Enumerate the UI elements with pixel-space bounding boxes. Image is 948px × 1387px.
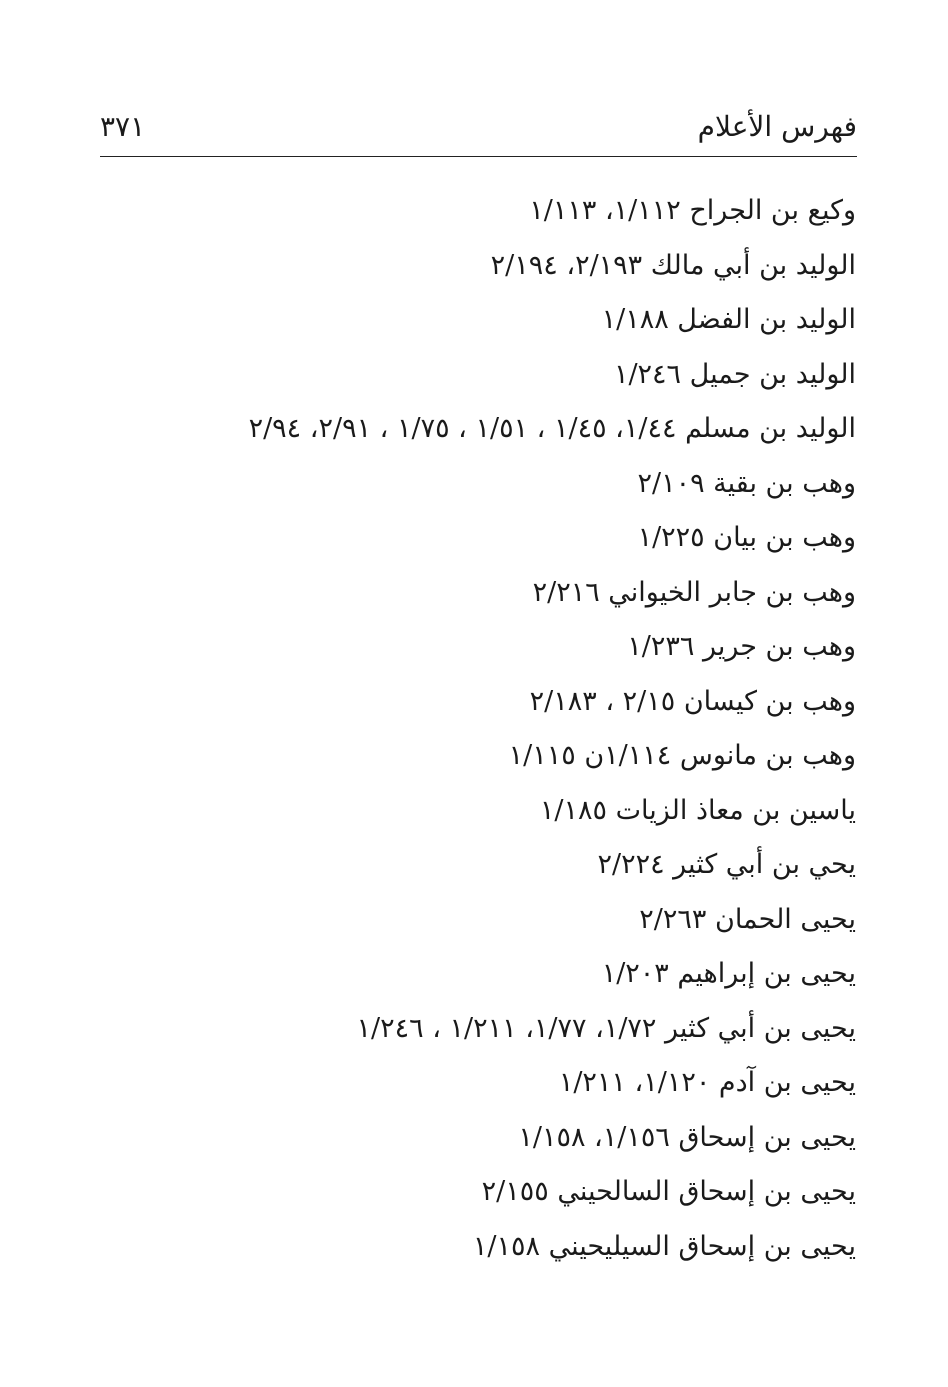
index-entry: يحيى بن أبي كثير ١/٧٢، ١/٧٧، ١/٢١١ ، ١/٢٤٦ xyxy=(356,1012,856,1044)
index-entries-list xyxy=(156,184,856,1274)
index-entry: ياسين بن معاذ الزيات ١/١٨٥ xyxy=(539,794,856,826)
index-entry: الوليد بن مسلم ١/٤٤، ١/٤٥ ، ١/٥١ ، ١/٧٥ ، ٢/٩١، ٢/٩٤ xyxy=(248,413,856,444)
index-entry: وكيع بن الجراح ١/١١٢، ١/١١٣ xyxy=(529,195,856,226)
index-entry: يحي بن أبي كثير ٢/٢٢٤ xyxy=(597,849,856,880)
index-entry: يحيى بن آدم ١/١٢٠، ١/٢١١ xyxy=(558,1067,856,1098)
index-entry: يحيى بن إبراهيم ١/٢٠٣ xyxy=(601,958,856,989)
index-entry: وهب بن بقية ٢/١٠٩ xyxy=(637,467,856,499)
index-entry: وهب بن جرير ١/٢٣٦ xyxy=(627,631,856,662)
index-entry: الوليد بن جميل ١/٢٤٦ xyxy=(613,358,856,390)
index-entry: يحيى بن إسحاق ١/١٥٦، ١/١٥٨ xyxy=(518,1121,856,1153)
index-entry: يحيى بن إسحاق السيليحيني ١/١٥٨ xyxy=(472,1230,856,1262)
page-title: فهرس الأعلام xyxy=(697,110,857,143)
index-entry: وهب بن كيسان ٢/١٥ ، ٢/١٨٣ xyxy=(529,685,856,717)
index-entry: وهب بن جابر الخيواني ٢/٢١٦ xyxy=(532,576,856,608)
index-entry: يحيى الحمان ٢/٢٦٣ xyxy=(639,903,856,935)
page-number: ٣٧١ xyxy=(100,110,146,143)
index-entry: الوليد بن الفضل ١/١٨٨ xyxy=(601,304,856,335)
page-header xyxy=(100,104,857,157)
index-entry: الوليد بن أبي مالك ٢/١٩٣، ٢/١٩٤ xyxy=(490,249,856,281)
index-entry: وهب بن بيان ١/٢٢٥ xyxy=(637,522,856,553)
index-entry: وهب بن مانوس ١/١١٤ن ١/١١٥ xyxy=(508,740,856,771)
index-entry: يحيى بن إسحاق السالحيني ٢/١٥٥ xyxy=(481,1176,856,1207)
